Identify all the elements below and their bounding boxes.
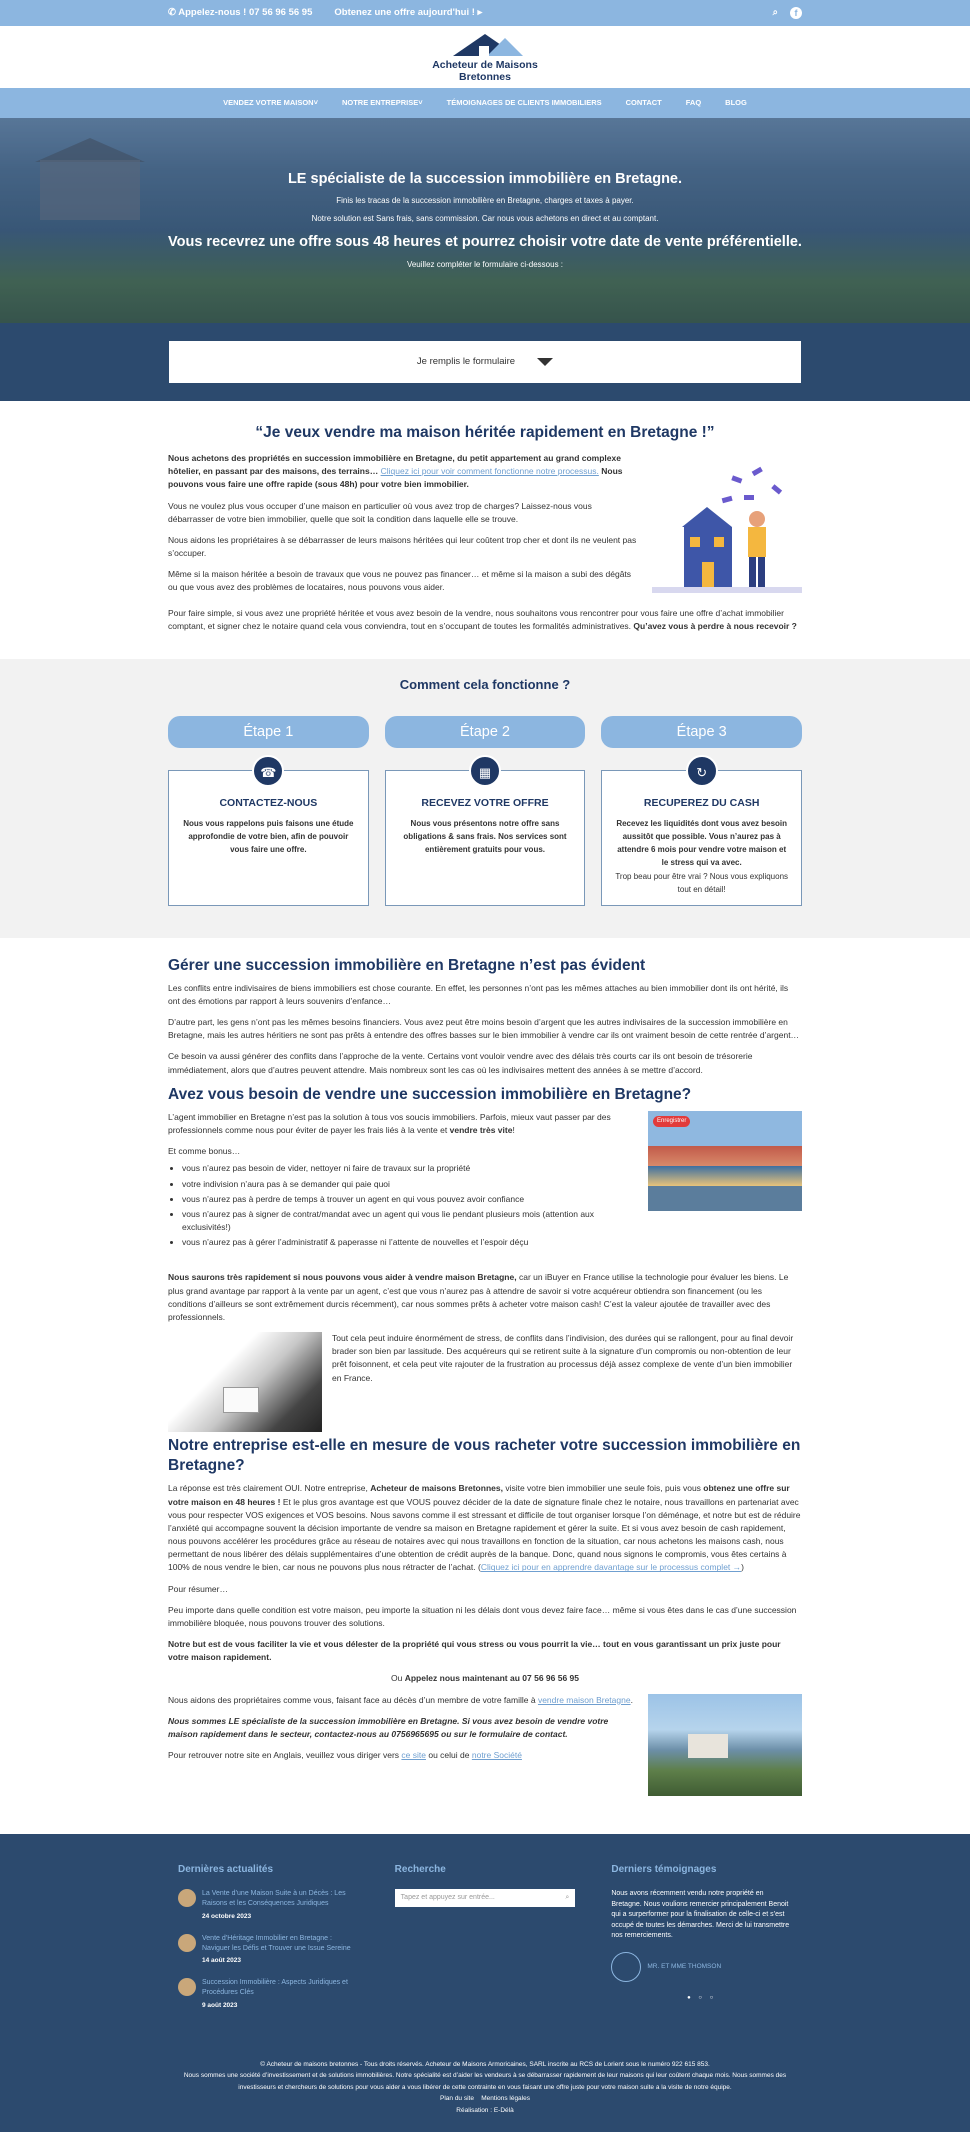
bonus-label: Et comme bonus… [168,1146,241,1157]
phone-link[interactable]: ✆ Appelez-nous ! 07 56 96 56 95 [168,6,313,18]
step-text: Nous vous rappelons puis faisons une étude approfondie de votre bien, afin de pouvoir vous faire une offre. [183,818,354,855]
phone-text[interactable]: Appelez-nous ! 07 56 96 56 95 [178,6,313,18]
nav-faq[interactable]: FAQ [685,98,702,108]
footer-testimonials [611,1862,792,2023]
intro-section [0,401,970,659]
nav-blog[interactable]: BLOG [725,98,747,108]
list-item: • vous n’aurez pas à gérer l’administratif & paperasse ni l’attente de nouvelles et l’espoir déçu [182,1236,638,1249]
para: Pour retrouver notre site en Anglais, veuillez vous diriger vers ce site ou celui de notre Société [168,1750,522,1761]
english-site-link[interactable]: ce site [401,1750,426,1761]
intro-p2: Vous ne voulez plus vous occuper d’une maison en particulier où vous avez trop de charges? Laissez-nous vous débarrasser de votre bien immobilier, quelle que soit la condition dans laquelle elle se trouve. [168,500,592,524]
para: Notre but est de vous faciliter la vie et vous délester de la propriété qui vous stress ou vous pourrit la vie… tout en vous garantissant un prix juste pour votre maison rapidement. [168,1639,781,1663]
step-text: Recevez les liquidités dont vous avez besoin aussitôt que possible. Vous n’aurez pas à attendre 6 mois pour vendre votre maison et le stress qui va avec. [616,818,788,868]
offer-link[interactable]: Obtenez une offre aujourd'hui ! ▸ [334,6,483,18]
step-3 [601,716,802,906]
company-link[interactable]: notre Société [471,1750,522,1761]
list-item: • votre indivision n’aura pas à se demander qui paie quoi [182,1178,638,1191]
colorful-houses-image [648,1111,802,1211]
facebook-icon[interactable]: f [790,7,802,19]
vendre-maison-link[interactable]: vendre maison Bretagne [537,1694,631,1705]
news-item[interactable]: Succession Immobilière : Aspects Juridiques et Procédures Clés 9 août 2023 [178,1978,359,2011]
step-text: Nous vous présentons notre offre sans obligations & sans frais. Nos services sont entièrement gratuits pour vous. [403,818,567,855]
pinterest-save-button[interactable]: Enregistrer [653,1116,690,1127]
copyright: © Acheteur de maisons bretonnes - Tous droits réservés. Acheteur de Maisons Armoricaines, SARL inscrite au RCS de Lorient sous le numéro 922 615 853. Nous sommes une société d’investissement et de solutions immobilières. Notre spécialité est d’aider les vendeurs à se débarrasser rapidement de leur maisons qui leur coûtent chaque mois. Nous sommes des investisseurs et chercheurs de solutions pour vous aider a vous libérer de cette contrainte en vous faisant une offre juste pour votre maison suite a la visite de notre équipe. Plan du site Mentions légales Réalisation : E-Délà [178,2059,792,2116]
form-label: Je remplis le formulaire [416,355,516,367]
call-now-phone[interactable]: Appelez nous maintenant au 07 56 96 56 95 [404,1673,580,1684]
house-logo-icon [435,32,535,56]
hero-line2: Notre solution est Sans frais, sans commission. Car nous vous achetons en direct et au comptant. [311,213,659,223]
call-now: Ou Appelez nous maintenant au 07 56 96 56 95 [390,1673,580,1684]
hero-line3: Veuillez compléter le formulaire ci-dessous : [406,259,564,269]
hero-title2: Vous recevrez une offre sous 48 heures et pourrez choisir votre date de vente préférentielle. [168,234,802,251]
heading-entreprise: Notre entreprise est-elle en mesure de vous racheter votre succession immobilière en Bretagne? [168,1437,801,1475]
form-toggle[interactable] [169,341,801,383]
coastal-house-image [648,1694,802,1796]
money-house-illustration [652,457,802,607]
step-title: RECUPEREZ DU CASH [643,796,760,809]
step-card [385,764,586,906]
legal-link[interactable]: Mentions légales [481,2095,530,2103]
intro-p5: Pour faire simple, si vous avez une propriété héritée et vous avez besoin de la vendre, nous souhaitons vous rencontrer pour vous faire une offre d’achat immobilier comptant, et signer chez le notaire quand cela vous conviendra, tout en s’occupant de toutes les formalités administratives. Qu’avez vous à perdre à nous recevoir ? [168,608,797,632]
intro-p3: Nous aidons les propriétaires à se débarrasser de leurs maisons héritées qui leur coûtent trop cher et dont ils ne veulent pas s’occuper. [168,534,637,559]
testimonial-text: Nous avons récemment vendu notre propriété en Bretagne. Nous voulions remercier principalement Benoit qui a surperformer pour la finalisation de celle-ci et s’est occupé de toutes les démarches. Merci de lui transmettre nos remerciements. [611,1890,790,1940]
news-thumbnail [178,1934,196,1952]
sitemap-link[interactable]: Plan du site [440,2095,474,2103]
para: La réponse est très clairement OUI. Notre entreprise, Acheteur de maisons Bretonnes, visite votre bien immobilier une seule fois, puis vous obtenez une offre sur votre maison en 48 heures ! Et le plus gros avantage est que VOUS pouvez décider de la date de signature finale chez le notaire, nous travaillons en partenariat avec vous pour respecter VOS exigences et VOS besoins. Nous savons comme il est stressant et difficile de tout organiser lorsque l’on déménage, et notre but est de réduire l’anxiété qui accompagne souvent la décision importante de vendre sa maison en Bretagne rapidement et gérer la suite. Et si vous avez besoin de cash rapidement, nous pouvons accélérer les procédures grâce au réseau de notaires avec qui nous travaillons en fonction de la situation, car nous achetons les maisons cash, nous permettant de nous libérer des délais supplémentaires d’une obtention de crédit auprès de la banque. Donc, quand nous signons le compromis, vous êtes certains à 100% de nous vendre le bien, car nous ne pouvons plus nous rétracter de l’achat. (Cliquez ici pour en apprendre davantage sur le processus complet →) [168,1483,801,1573]
full-process-link[interactable]: Cliquez ici pour en apprendre davantage sur le processus complet → [480,1562,742,1573]
top-bar [0,0,970,26]
header [0,26,970,88]
testimonials-title: Derniers témoignages [611,1863,717,1875]
step-2 [385,716,586,906]
para: Nous sommes LE spécialiste de la succession immobilière en Bretagne. Si vous avez besoin de vendre votre maison rapidement dans le secteur, contactez-nous au 0756965695 ou sur le formulaire de contact. [168,1715,609,1739]
para: Tout cela peut induire énormément de stress, de conflits dans l’indivision, des durées qui se rallongent, pour au final devoir brader son bien par lassitude. Des acquéreurs qui se retirent suite à la signature d’un compromis ou non-obtention de leur prêt foisonnent, et cela peut vite rajouter de la frustration au processus déjà assez complexe de vente d’un bien immobilier en France. [332,1333,794,1383]
realisation-credit[interactable]: Réalisation : E-Délà [456,2106,514,2114]
calendar-icon: ▦ [469,755,501,787]
mini-house-shape [223,1387,259,1413]
para: D’autre part, les gens n’ont pas les mêmes besoins financiers. Vous avez peut être moins besoin d’argent que les autres indivisaires de la succession immobilière en Bretagne, mais les autres héritiers ne sont pas prêts à entendre des offres basses sur le bien immobilier à vendre car ils ont vraiment besoin de cette rentrée d’argent… [168,1016,800,1041]
step-card [601,764,802,906]
para: Nous aidons des propriétaires comme vous, faisant face au décès d’un membre de votre famille à vendre maison Bretagne. [168,1694,633,1705]
how-title: Comment cela fonctionne ? [399,677,571,693]
chevron-down-icon: ˅ [418,98,423,108]
phone-icon: ☎ [252,755,284,787]
main-nav [0,88,970,118]
list-item: • vous n’aurez pas besoin de vider, nettoyer ni faire de travaux sur la propriété [182,1162,638,1175]
carousel-dots[interactable]: ● ○ ○ [687,1994,717,2001]
hero-title: LE spécialiste de la succession immobilière en Bretagne. [287,171,683,187]
footer-search [395,1862,576,2023]
how-it-works [0,659,970,937]
hero [0,118,970,323]
intro-title: “Je veux vendre ma maison héritée rapidement en Bretagne !” [255,424,715,441]
step-card [168,764,369,906]
intro-p4: Même si la maison héritée a besoin de travaux que vous ne pouvez pas financer… et même si la maison a subi des dégâts ou que vous avez des problèmes de locataires, nous pouvons vous aider. [168,569,632,593]
search-icon[interactable]: ⌕ [772,6,778,18]
step-title: RECEVEZ VOTRE OFFRE [421,796,549,809]
logo-line1: Acheteur de Maisons [432,58,538,71]
form-band [0,323,970,401]
list-item: • vous n’aurez pas à perdre de temps à trouver un agent en qui vous pouvez avoir confiance [182,1193,638,1206]
step-label[interactable]: Étape 3 [601,716,802,748]
para: L’agent immobilier en Bretagne n’est pas la solution à tous vos soucis immobiliers. Parfois, mieux vaut passer par des professionnels comme nous pour éviter de payer les frais liés à la vente et vendre très vite! [168,1111,611,1135]
step-extra: Trop beau pour être vrai ? Nous vous expliquons tout en détail! [615,871,789,894]
para: Pour résumer… [168,1583,228,1594]
nav-temoignages[interactable]: TÉMOIGNAGES DE CLIENTS IMMOBILIERS [446,98,602,108]
para: Ce besoin va aussi générer des conflits dans l’approche de la vente. Certains vont vouloir vendre avec des délais très courts car ils ont besoin de trésorerie immédiatement, alors que d’autres peuvent attendre. Mais nombreux sont les cas où les indivisaires mettent des années à se mettre d’accord. [168,1051,753,1075]
site-logo[interactable] [432,32,538,83]
hero-line1: Finis les tracas de la succession immobilière en Bretagne, charges et taxes à payer. [336,196,634,206]
testimonial-author: MR. ET MME THOMSON [647,1962,722,1970]
news-item[interactable]: Vente d’Héritage Immobilier en Bretagne : Naviguer les Défis et Trouver une Issue Sereine 14 août 2023 [178,1934,359,1967]
news-thumbnail [178,1978,196,1996]
bonus-list [182,1162,638,1249]
step-title: CONTACTEZ-NOUS [219,796,318,809]
refresh-icon: ↻ [686,755,718,787]
keys-handover-image [168,1332,322,1432]
step-label[interactable]: Étape 1 [168,716,369,748]
search-title: Recherche [394,1863,446,1875]
list-item: • vous n’aurez pas à signer de contrat/mandat avec un agent qui vous lie pendant plusieurs mois (attention aux exclusivités!) [182,1208,638,1234]
coastal-house-shape [688,1734,728,1758]
news-item[interactable]: La Vente d’une Maison Suite à un Décès : Les Raisons et les Conséquences Juridiques 24 octobre 2023 [178,1889,359,1922]
footer [0,1834,970,2132]
nav-entreprise[interactable]: NOTRE ENTREPRISE˅ [341,98,423,108]
content-section [0,938,970,1816]
para: Les conflits entre indivisaires de biens immobiliers est chose courante. En effet, les personnes n’ont pas les mêmes attaches au bien immobilier dont ils ont hérité, ils ont des émotions par rapport à leurs souvenirs d’enfance… [168,982,789,1006]
chevron-down-icon: ˅ [313,98,318,108]
para: Nous saurons très rapidement si nous pouvons vous aider à vendre maison Bretagne, car un iBuyer en France utilise la technologie pour évaluer les biens. Le plus grand avantage par rapport à la vente par un agent, c’est que vous n’aurez pas à attendre de savoir si votre acquéreur obtiendra son financement (ou les conditions d’ailleurs se sont extrêmement durcis récemment), car nous sommes prêts à acheter votre maison cash! C’est la valeur ajoutée de travailler avec des professionnels. [168,1272,789,1322]
para: Peu importe dans quelle condition est votre maison, peu importe la situation ni les délais dont vous devez faire face… même si vous êtes dans le cas d’une succession immobilière bloquée, nous pouvons trouver des solutions. [168,1604,797,1628]
caret-down-icon [537,358,553,366]
footer-news [178,1862,359,2023]
nav-contact[interactable]: CONTACT [625,98,662,108]
heading-besoin: Avez vous besoin de vendre une succession immobilière en Bretagne? [168,1085,692,1103]
intro-p1: Nous achetons des propriétés en succession immobilière en Bretagne, du petit appartement au grand complexe hôtelier, en passant par des maisons, des terrains… Cliquez ici pour voir comment fonctionne notre processus. Nous pouvons vous faire une offre rapide (sous 48h) pour votre bien immobilier. [168,453,623,490]
logo-line2: Bretonnes [459,70,511,83]
news-thumbnail [178,1889,196,1907]
step-label[interactable]: Étape 2 [385,716,586,748]
avatar [611,1952,641,1982]
nav-vendez[interactable]: VENDEZ VOTRE MAISON˅ [223,98,318,108]
search-icon[interactable]: ⌕ [565,1893,570,1901]
step-1 [168,716,369,906]
search-input[interactable]: Tapez et appuyez sur entrée... ⌕ [395,1889,576,1907]
process-link[interactable]: Cliquez ici pour voir comment fonctionne notre processus. [380,466,599,477]
news-title: Dernières actualités [178,1863,274,1875]
heading-gerer: Gérer une succession immobilière en Bretagne n’est pas évident [168,956,646,974]
